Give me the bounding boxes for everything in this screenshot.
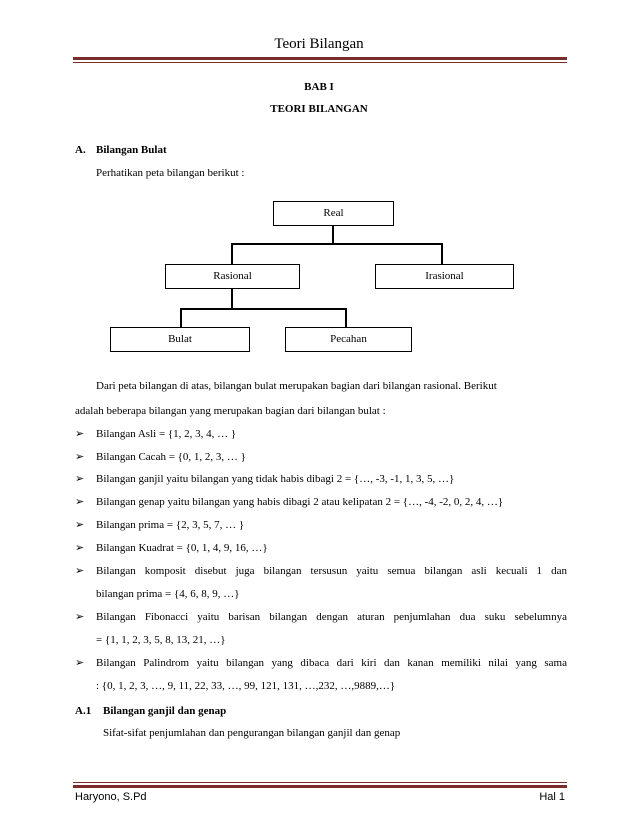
tree-connector (332, 226, 334, 244)
section-a1-label: A.1 (75, 705, 92, 717)
header-rule (73, 57, 567, 60)
paragraph-line-2: adalah beberapa bilangan yang merupakan bagian dari bilangan bulat : (75, 405, 386, 417)
bullet-arrow-icon: ➢ (75, 542, 85, 554)
bullet-arrow-icon: ➢ (75, 451, 85, 463)
tree-connector (441, 243, 443, 265)
list-item-palindrom-line-2: : {0, 1, 2, 3, …, 9, 11, 22, 33, …, 99, 121, 131, …,232, …,9889,…} (96, 680, 396, 692)
bullet-arrow-icon: ➢ (75, 473, 85, 485)
tree-connector (180, 308, 347, 310)
list-item: Bilangan genap yaitu bilangan yang habis dibagi 2 atau kelipatan 2 = {…, -4, -2, 0, 2, 4, …} (96, 496, 504, 508)
section-a1-title: Bilangan ganjil dan genap (103, 705, 227, 717)
list-item: Bilangan ganjil yaitu bilangan yang tidak habis dibagi 2 = {…, -3, -1, 1, 3, 5, …} (96, 473, 455, 485)
list-item: Bilangan prima = {2, 3, 5, 7, … } (96, 519, 245, 531)
footer-rule-thin (73, 782, 567, 783)
bullet-arrow-icon: ➢ (75, 519, 85, 531)
bullet-arrow-icon: ➢ (75, 657, 85, 669)
section-a1-intro: Sifat-sifat penjumlahan dan pengurangan bilangan ganjil dan genap (103, 727, 401, 739)
chapter-title: TEORI BILANGAN (270, 103, 368, 115)
section-a-title: Bilangan Bulat (96, 144, 167, 156)
tree-node-bulat: Bulat (110, 327, 250, 352)
tree-connector (231, 289, 233, 309)
tree-connector (180, 308, 182, 328)
bullet-arrow-icon: ➢ (75, 496, 85, 508)
footer-page-number: Hal 1 (539, 791, 565, 803)
tree-connector (345, 308, 347, 328)
tree-node-real: Real (273, 201, 394, 226)
tree-node-pecahan: Pecahan (285, 327, 412, 352)
header-rule-thin (73, 62, 567, 63)
list-item-palindrom-line-1: Bilangan Palindrom yaitu bilangan yang dibaca dari kiri dan kanan memiliki nilai yang sama (96, 657, 567, 669)
list-item: Bilangan Asli = {1, 2, 3, 4, … } (96, 428, 237, 440)
bullet-arrow-icon: ➢ (75, 428, 85, 440)
bullet-arrow-icon: ➢ (75, 565, 85, 577)
chapter-number: BAB I (304, 81, 334, 93)
footer-author: Haryono, S.Pd (75, 791, 147, 803)
list-item: Bilangan Kuadrat = {0, 1, 4, 9, 16, …} (96, 542, 268, 554)
tree-node-irasional: Irasional (375, 264, 514, 289)
footer-rule (73, 785, 567, 788)
paragraph-line-1: Dari peta bilangan di atas, bilangan bulat merupakan bagian dari bilangan rasional. Berikut (96, 380, 497, 392)
section-a-intro: Perhatikan peta bilangan berikut : (96, 167, 245, 179)
list-item-komposit-line-1: Bilangan komposit disebut juga bilangan tersusun yaitu semua bilangan asli kecuali 1 dan (96, 565, 567, 577)
tree-connector (231, 243, 443, 245)
tree-node-rasional: Rasional (165, 264, 300, 289)
list-item: Bilangan Cacah = {0, 1, 2, 3, … } (96, 451, 246, 463)
page-header-title: Teori Bilangan (274, 36, 364, 52)
list-item-komposit-line-2: bilangan prima = {4, 6, 8, 9, …} (96, 588, 240, 600)
list-item-fibonacci-line-2: = {1, 1, 2, 3, 5, 8, 13, 21, …} (96, 634, 226, 646)
list-item-fibonacci-line-1: Bilangan Fibonacci yaitu barisan bilangan dengan aturan penjumlahan dua suku sebelumnya (96, 611, 567, 623)
bullet-arrow-icon: ➢ (75, 611, 85, 623)
tree-connector (231, 243, 233, 265)
section-a-label: A. (75, 144, 86, 156)
